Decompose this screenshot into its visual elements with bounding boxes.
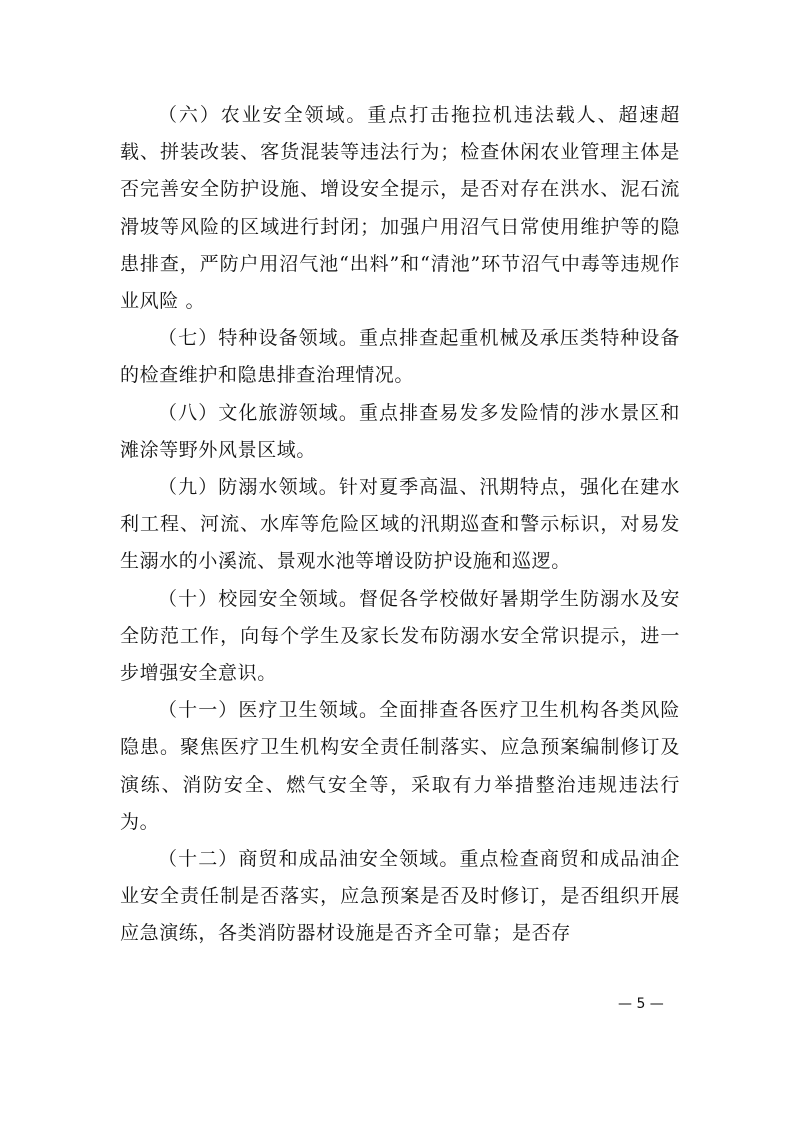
paragraph-label: （十）校园安全领域。 [158,587,359,610]
paragraph-medical-health [120,692,680,841]
paragraph-label: （八）文化旅游领域。 [158,401,359,424]
paragraph-text: 重点排查易发多发险情的涉水景区和滩涂等野外风景区域。 [120,401,680,461]
paragraph-commerce-oil [120,841,680,953]
paragraph-text: 全面排查各医疗卫生机构各类风险隐患。聚焦医疗卫生机构安全责任制落实、应急预案编制修订及演练、消防安全、燃气安全等，采取有力举措整治违规违法行为。 [120,699,680,833]
paragraph-label: （十一）医疗卫生领域。 [158,699,380,722]
paragraph-text: 针对夏季高温、汛期特点，强化在建水利工程、河流、水库等危险区域的汛期巡查和警示标识，对易发生溺水的小溪流、景观水池等增设防护设施和巡逻。 [120,476,681,573]
paragraph-agriculture-safety [120,97,680,320]
paragraph-special-equipment [120,320,680,394]
paragraph-culture-tourism [120,395,680,469]
paragraph-text: 重点排查起重机械及承压类特种设备的检查维护和隐患排查治理情况。 [120,327,680,387]
paragraph-text: 督促各学校做好暑期学生防溺水及安全防范工作，向每个学生及家长发布防溺水安全常识提示，进一步增强安全意识。 [120,587,680,685]
paragraph-text: 重点打击拖拉机违法载人、超速超载、拼装改装、客货混装等违法行为；检查休闲农业管理主体是否完善安全防护设施、增设安全提示，是否对存在洪水、泥石流滑坡等风险的区域进行封闭；加强户用沼气日常使用维护等的隐患排查，严防户用沼气池“出料”和“清池”环节沼气中毒等违规作业风险 。 [120,104,680,313]
paragraph-label: （九）防溺水领域。 [158,476,339,499]
paragraph-campus-safety [120,581,680,693]
paragraph-label: （七）特种设备领域。 [158,327,359,350]
paragraph-label: （十二）商贸和成品油安全领域。 [158,848,460,871]
paragraph-label: （六）农业安全领域。 [158,104,368,126]
page-number: — 5 — [618,996,664,1012]
paragraph-text: 重点检查商贸和成品油企业安全责任制是否落实，应急预案是否及时修订，是否组织开展应急演练，各类消防器材设施是否齐全可靠；是否存 [120,848,680,945]
paragraph-drowning-prevention [120,469,680,581]
document-body [120,97,680,953]
